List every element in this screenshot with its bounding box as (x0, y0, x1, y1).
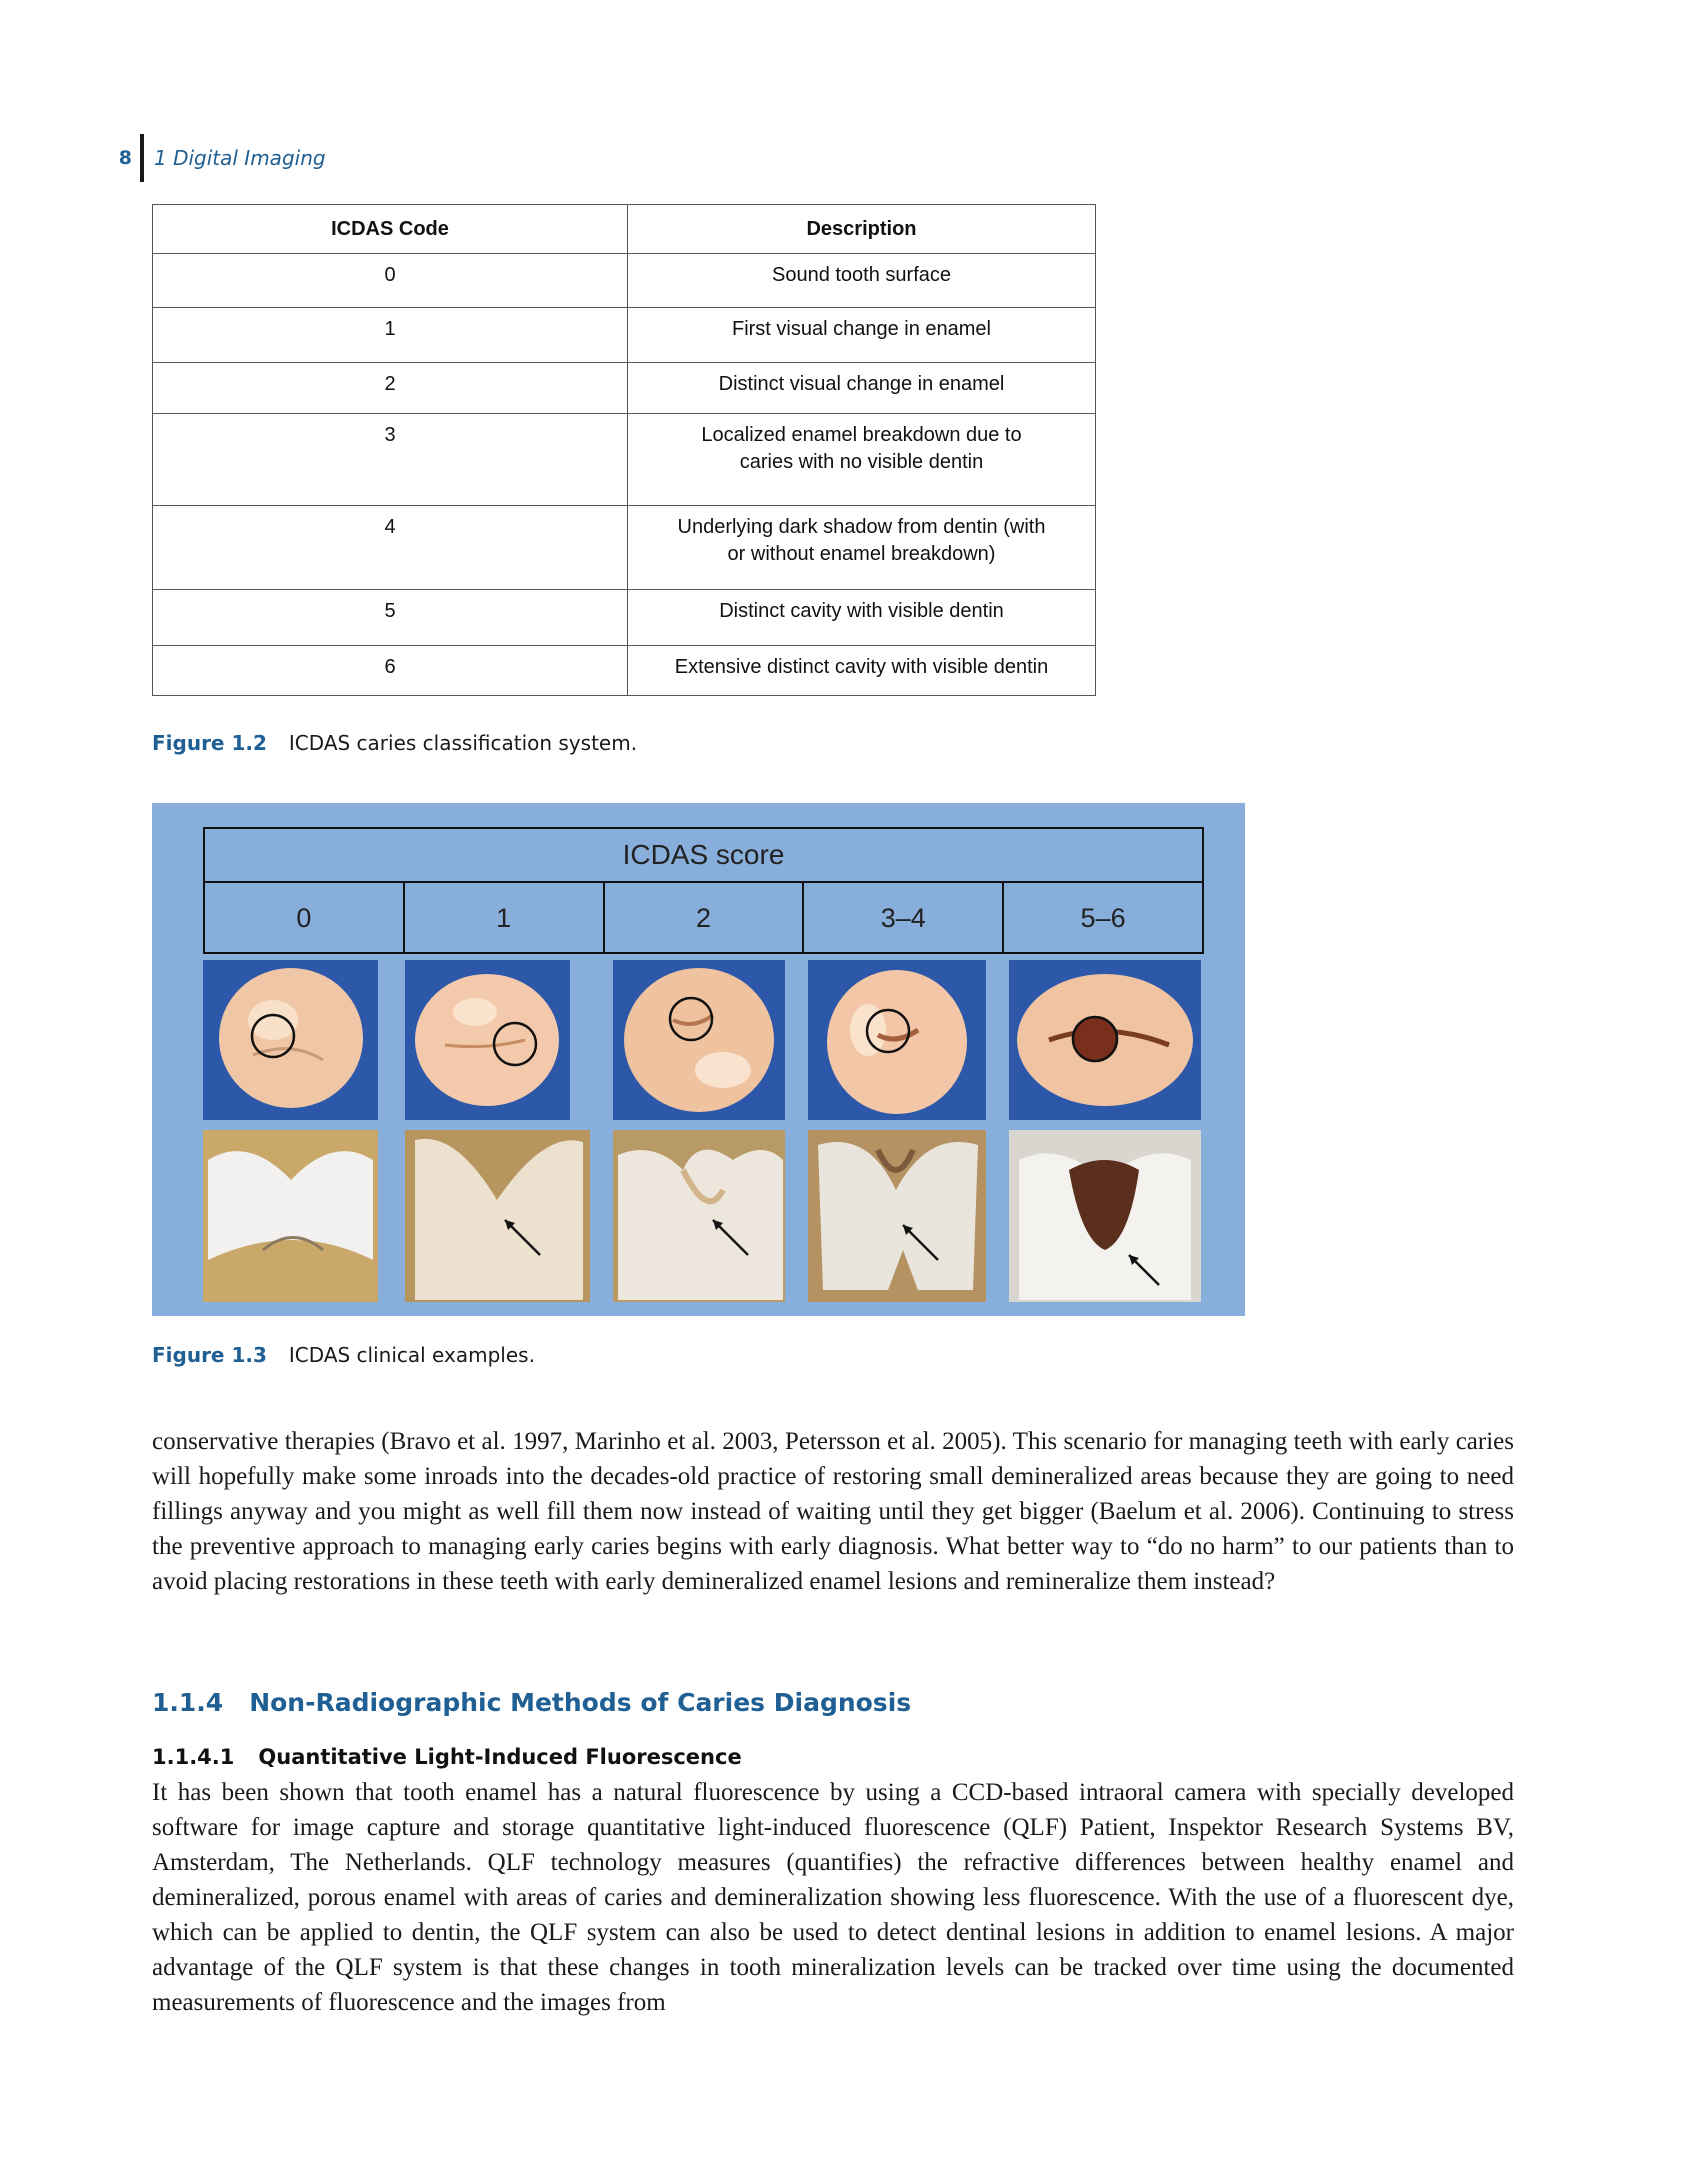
table-row (153, 506, 1096, 590)
table-cell-description: Localized enamel breakdown due to caries with no visible dentin (628, 414, 1096, 506)
table-cell-code: 3 (153, 414, 628, 506)
figure-caption-text: ICDAS clinical examples. (288, 1343, 535, 1367)
table-row (153, 646, 1096, 696)
score-cell: 1 (405, 883, 605, 954)
table-cell-code: 6 (153, 646, 628, 696)
subsection-title: Quantitative Light-Induced Fluorescence (258, 1745, 742, 1769)
tooth-occlusal-photo-score-2 (613, 960, 785, 1120)
figure-label: Figure 1.3 (152, 1343, 267, 1367)
table-row (153, 308, 1096, 363)
tooth-occlusal-photo-score-1 (405, 960, 570, 1120)
table-cell-description: Extensive distinct cavity with visible dentin (628, 646, 1096, 696)
subsection-number: 1.1.4.1 (152, 1745, 235, 1769)
chapter-title: 1 Digital Imaging (154, 146, 326, 170)
score-cell: 2 (605, 883, 805, 954)
tooth-section-photo-score-5-6 (1009, 1130, 1201, 1302)
table-cell-code: 0 (153, 254, 628, 308)
table-cell-code: 1 (153, 308, 628, 363)
score-row (205, 883, 1202, 954)
tooth-occlusal-photo-score-5-6 (1009, 960, 1201, 1120)
body-paragraph: It has been shown that tooth enamel has a natural fluorescence by using a CCD-based intraoral camera with specially developed software for image capture and storage quantitative light-induced fluorescence (QLF) Patient, Inspektor Research Systems BV, Amsterdam, The Netherlands. QLF technology measures (quantifies) the refractive differences between healthy enamel and demineralized, porous enamel with areas of caries and demineralization showing less fluorescence. With the use of a fluorescent dye, which can be applied to dentin, the QLF system can also be used to detect dentinal lesions in addition to enamel lesions. A major advantage of the QLF system is that these changes in tooth mineralization levels can be tracked over time using the documented measurements of fluorescence and the images from (152, 1779, 1514, 2016)
table-cell-description: Distinct cavity with visible dentin (628, 590, 1096, 646)
table-cell-description: Sound tooth surface (628, 254, 1096, 308)
table-cell-code: 4 (153, 506, 628, 590)
tooth-occlusal-photo-score-3-4 (808, 960, 986, 1120)
table-row (153, 414, 1096, 506)
subsection-heading (152, 1745, 742, 1769)
column-header-description: Description (628, 205, 1096, 254)
figure-1-3-panel (152, 803, 1245, 1316)
icdas-classification-table (152, 204, 1096, 696)
table-row (153, 254, 1096, 308)
table-row (153, 363, 1096, 414)
score-cell: 0 (205, 883, 405, 954)
header-rule (140, 134, 144, 182)
table-cell-code: 5 (153, 590, 628, 646)
icdas-score-grid (203, 827, 1204, 954)
figure-caption-text: ICDAS caries classification system. (288, 731, 638, 755)
table-header-row (153, 205, 1096, 254)
page-number: 8 (118, 147, 132, 169)
tooth-occlusal-photo-score-0 (203, 960, 378, 1120)
table-cell-code: 2 (153, 363, 628, 414)
section-number: 1.1.4 (152, 1688, 224, 1717)
figure-1-2-caption (152, 731, 637, 755)
table-cell-description: Underlying dark shadow from dentin (with or without enamel breakdown) (628, 506, 1096, 590)
tooth-section-photo-score-3-4 (808, 1130, 986, 1302)
figure-label: Figure 1.2 (152, 731, 267, 755)
table-cell-description: Distinct visual change in enamel (628, 363, 1096, 414)
tooth-section-photo-score-2 (613, 1130, 785, 1302)
tooth-section-photo-score-1 (405, 1130, 590, 1302)
tooth-section-photo-score-0 (203, 1130, 378, 1302)
column-header-code: ICDAS Code (153, 205, 628, 254)
section-heading (152, 1688, 911, 1717)
table-cell-description: First visual change in enamel (628, 308, 1096, 363)
figure-1-3-caption (152, 1343, 535, 1367)
section-title: Non-Radiographic Methods of Caries Diagnosis (249, 1688, 912, 1717)
score-cell: 5–6 (1080, 903, 1126, 933)
score-cell: 3–4 (804, 883, 1004, 954)
score-grid-title: ICDAS score (205, 829, 1202, 883)
table-row (153, 590, 1096, 646)
running-header (112, 133, 326, 183)
body-paragraph: conservative therapies (Bravo et al. 1997, Marinho et al. 2003, Petersson et al. 2005). This scenario for managing teeth with early caries will hopefully make some inroads into the decades-old practice of restoring small demineralized areas because they are going to need fillings anyway and you might as well fill them now instead of waiting until they get bigger (Baelum et al. 2006). Continuing to stress the preventive approach to managing early caries begins with early diagnosis. What better way to “do no harm” to our patients than to avoid placing restorations in these teeth with early demineralized enamel lesions and remineralize them instead? (152, 1428, 1514, 1595)
